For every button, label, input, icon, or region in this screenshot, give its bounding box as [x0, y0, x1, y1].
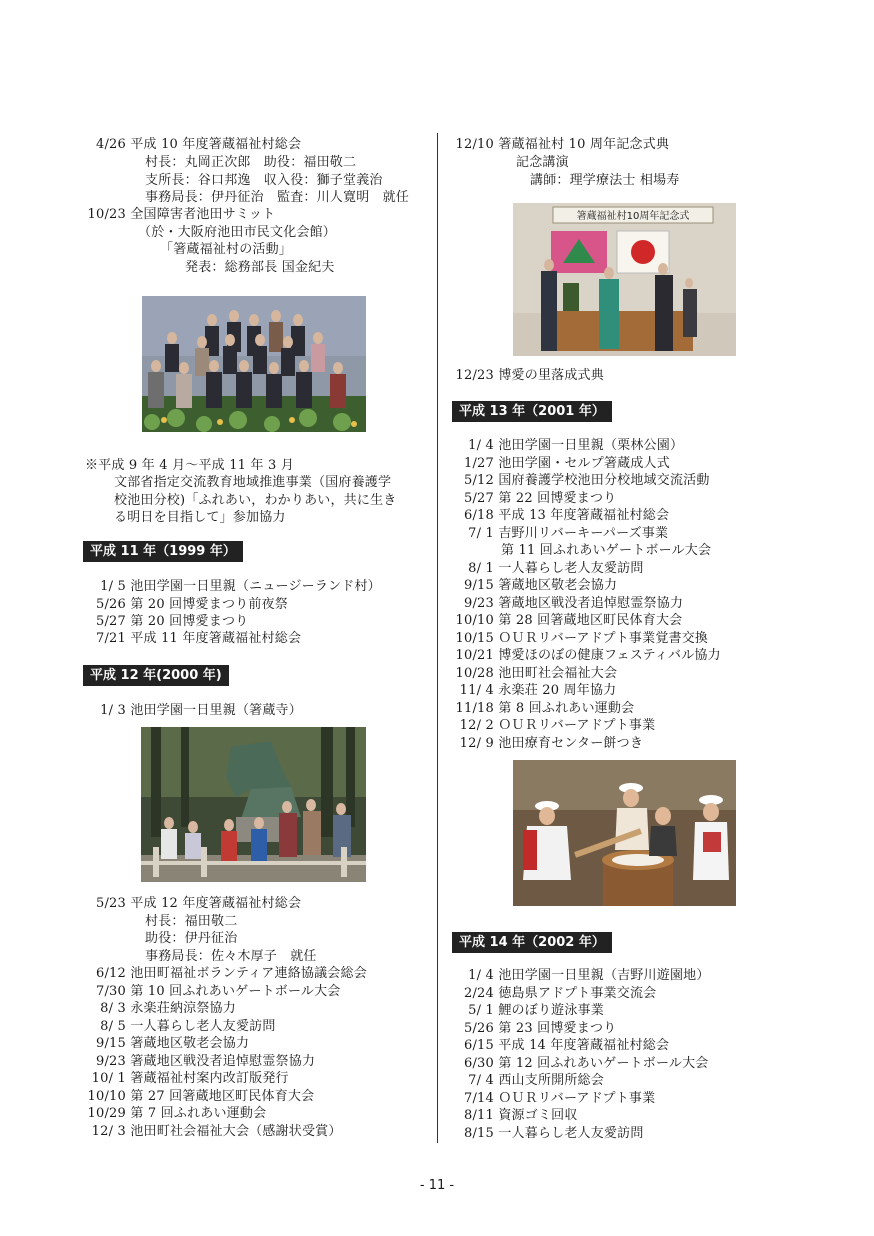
entry-text: ＯＵＲリバーアドプト事業 [498, 1091, 656, 1106]
entry-date: 5/23 [96, 896, 126, 911]
entry-text: 箸蔵福祉村案内改訂版発行 [130, 1071, 289, 1086]
entry-date: 7/ 1 [468, 526, 494, 541]
entry-date: 10/28 [455, 666, 494, 681]
entry-date: 12/ 3 [91, 1124, 126, 1139]
entry-text: 第 27 回箸蔵地区町民体育大会 [130, 1089, 315, 1104]
entry-date: 8/11 [464, 1108, 494, 1123]
entry-line [145, 913, 237, 931]
entry-text: 池田町社会福祉大会 [498, 666, 618, 681]
entry-text: 池田学園一日里親（ニュージーランド村） [130, 579, 381, 594]
entry-date: 11/18 [455, 701, 494, 716]
entry-date: 8/ 5 [100, 1019, 126, 1034]
note-line: ※平成 9 年 4 月〜平成 11 年 3 月 [85, 458, 295, 473]
group-photo-image [142, 296, 366, 432]
entry-line [85, 983, 341, 1001]
entry-text: 徳島県アドプト事業交流会 [498, 986, 657, 1001]
entry-line [453, 612, 682, 630]
entry-text: 池田学園一日里親（吉野川遊園地） [498, 968, 710, 983]
entry-text: 事務局長：伊丹征治 監査：川人寛明 就任 [145, 190, 410, 205]
entry-date: 8/ 3 [100, 1001, 126, 1016]
entry-line [453, 367, 604, 385]
entry-line [85, 1000, 236, 1018]
entry-text: 箸蔵地区戦没者追悼慰霊祭協力 [130, 1054, 316, 1069]
entry-line [85, 1035, 249, 1053]
entry-date: 12/23 [455, 368, 494, 383]
section-heading-h12: 平成 12 年(2000 年) [83, 665, 229, 686]
entry-line [85, 965, 367, 983]
entry-line [145, 154, 356, 172]
photo-banner: 箸蔵福祉村10周年記念式 [576, 211, 690, 222]
entry-text: 博愛の里落成式典 [498, 368, 604, 383]
entry-line [453, 665, 617, 683]
entry-text: 第 20 回博愛まつり [130, 614, 249, 629]
entry-line [85, 596, 288, 614]
entry-line [453, 455, 670, 473]
entry-date: 10/ 1 [91, 1071, 126, 1086]
entry-line [530, 172, 680, 190]
entry-line [85, 1105, 266, 1123]
entry-line [85, 1053, 315, 1071]
entry-text: 博愛ほのぼの健康フェスティバル協力 [498, 648, 721, 663]
entry-text: 第 23 回博愛まつり [498, 1021, 617, 1036]
entry-text: 池田学園一日里親（箸蔵寺） [130, 703, 302, 718]
entry-text: 池田療育センター餅つき [498, 736, 644, 751]
entry-text: 永楽荘 20 周年協力 [498, 683, 617, 698]
entry-line [85, 702, 302, 720]
entry-date: 4/26 [96, 137, 126, 152]
entry-line [453, 647, 721, 665]
entry-date: 7/30 [96, 984, 126, 999]
entry-text: 資源ゴミ回収 [498, 1108, 578, 1123]
entry-text: 永楽荘納涼祭協力 [130, 1001, 236, 1016]
entry-line [453, 967, 710, 985]
entry-text: 第 7 回ふれあい運動会 [130, 1106, 267, 1121]
entry-line [85, 1123, 342, 1141]
entry-text: 記念講演 [516, 155, 569, 170]
entry-date: 5/26 [464, 1021, 494, 1036]
entry-text: 支所長：谷口邦逸 収入役：獅子堂義治 [145, 173, 383, 188]
temple-photo-image [141, 727, 366, 882]
entry-text: 池田学園一日里親（栗林公園） [498, 438, 684, 453]
entry-date: 5/ 1 [468, 1003, 494, 1018]
entry-date: 9/23 [96, 1054, 126, 1069]
entry-text: 吉野川リバーキーパーズ事業 [498, 526, 669, 541]
entry-date: 6/18 [464, 508, 494, 523]
entry-line [85, 206, 275, 224]
entry-line [453, 136, 669, 154]
entry-line [453, 1037, 669, 1055]
entry-date: 5/12 [464, 473, 494, 488]
ceremony-photo [513, 203, 736, 356]
entry-line [85, 895, 301, 913]
entry-date: 1/ 3 [100, 703, 126, 718]
entry-line [145, 948, 317, 966]
entry-date: 12/10 [455, 137, 494, 152]
note-line: 文部省指定交流教育地域推進事業（国府養護学 [114, 475, 392, 490]
entry-date: 9/15 [96, 1036, 126, 1051]
entry-date: 10/23 [87, 207, 126, 222]
entry-text: 平成 12 年度箸蔵福祉村総会 [130, 896, 302, 911]
entry-date: 10/10 [455, 613, 494, 628]
entry-date: 5/26 [96, 597, 126, 612]
entry-text: （於・大阪府池田市民文化会館） [138, 225, 337, 240]
entry-date: 6/12 [96, 966, 126, 981]
entry-text: 国府養護学校池田分校地域交流活動 [498, 473, 710, 488]
entry-text: 池田町福祉ボランティア連絡協議会総会 [130, 966, 367, 981]
entry-line [453, 1125, 644, 1143]
entry-line [453, 985, 656, 1003]
entry-date: 1/ 5 [100, 579, 126, 594]
entry-text: 村長：丸岡正次郎 助役：福田敬二 [145, 155, 357, 170]
entry-text: 池田学園・セルプ箸蔵成人式 [498, 456, 670, 471]
entry-text: 西山支所開所総会 [498, 1073, 604, 1088]
entry-line [453, 1055, 709, 1073]
entry-date: 11/ 4 [459, 683, 494, 698]
entry-text: 一人暮らし老人友愛訪問 [498, 561, 644, 576]
section-heading-h13: 平成 13 年（2001 年） [452, 401, 612, 422]
entry-date: 5/27 [96, 614, 126, 629]
entry-text: 平成 11 年度箸蔵福祉村総会 [130, 631, 302, 646]
entry-text: 第 12 回ふれあいゲートボール大会 [498, 1056, 709, 1071]
entry-line [453, 1020, 616, 1038]
note-line: る明日を目指して」参加協力 [114, 510, 286, 525]
entry-line [501, 542, 711, 560]
entry-line [185, 259, 335, 277]
entry-line [453, 595, 683, 613]
entry-date: 12/ 9 [459, 736, 494, 751]
entry-date: 9/15 [464, 578, 494, 593]
entry-date: 10/21 [455, 648, 494, 663]
entry-line [92, 136, 301, 154]
entry-text: 第 28 回箸蔵地区町民体育大会 [498, 613, 683, 628]
entry-text: 一人暮らし老人友愛訪問 [498, 1126, 644, 1141]
entry-date: 1/ 4 [468, 438, 494, 453]
entry-text: 「箸蔵福祉村の活動」 [160, 242, 293, 257]
entry-text: 第 11 回ふれあいゲートボール大会 [501, 543, 712, 558]
page-number: - 11 - [419, 1178, 455, 1193]
entry-text: 第 22 回博愛まつり [498, 491, 617, 506]
entry-date: 6/15 [464, 1038, 494, 1053]
entry-line [453, 577, 617, 595]
entry-line [453, 1072, 604, 1090]
entry-date: 12/ 2 [459, 718, 494, 733]
entry-line [453, 682, 616, 700]
entry-line [85, 1088, 314, 1106]
entry-text: 発表：総務部長 国金紀夫 [185, 260, 335, 275]
entry-date: 1/27 [464, 456, 494, 471]
entry-text: 第 20 回博愛まつり前夜祭 [130, 597, 288, 612]
entry-text: 鯉のぼり遊泳事業 [498, 1003, 604, 1018]
entry-text: 一人暮らし老人友愛訪問 [130, 1019, 276, 1034]
entry-line [453, 630, 708, 648]
entry-text: 箸蔵地区敬老会協力 [130, 1036, 250, 1051]
entry-text: 事務局長：佐々木厚子 就任 [145, 949, 317, 964]
section-heading-h14: 平成 14 年（2002 年） [452, 932, 612, 953]
entry-date: 2/24 [464, 986, 494, 1001]
entry-line [453, 1107, 578, 1125]
entry-text: 箸蔵福祉村 10 周年記念式典 [498, 137, 670, 152]
entry-date: 8/ 1 [468, 561, 494, 576]
entry-line [145, 189, 409, 207]
entry-line [453, 490, 616, 508]
entry-line [85, 630, 301, 648]
group-photo [142, 296, 366, 432]
mochi-photo-image [513, 760, 736, 906]
entry-line [85, 578, 381, 596]
entry-date: 5/27 [464, 491, 494, 506]
entry-date: 7/ 4 [468, 1073, 494, 1088]
note-line: 校池田分校)「ふれあい，わかりあい，共に生き [114, 493, 397, 508]
entry-text: 村長：福田敬二 [145, 914, 238, 929]
entry-text: 箸蔵地区敬老会協力 [498, 578, 618, 593]
entry-line [160, 241, 292, 259]
entry-text: 平成 14 年度箸蔵福祉村総会 [498, 1038, 670, 1053]
entry-text: 平成 10 年度箸蔵福祉村総会 [130, 137, 302, 152]
entry-line [453, 437, 683, 455]
entry-text: 第 8 回ふれあい運動会 [498, 701, 635, 716]
temple-photo [141, 727, 366, 882]
entry-line [453, 507, 669, 525]
entry-line [453, 700, 634, 718]
entry-line [453, 472, 710, 490]
entry-text: 平成 13 年度箸蔵福祉村総会 [498, 508, 670, 523]
entry-text: 助役：伊丹征治 [145, 931, 238, 946]
entry-line [453, 717, 655, 735]
section-heading-h11: 平成 11 年（1999 年） [83, 541, 243, 562]
entry-date: 7/14 [464, 1091, 494, 1106]
ceremony-photo-image [513, 203, 736, 356]
entry-date: 9/23 [464, 596, 494, 611]
entry-line [453, 1002, 604, 1020]
entry-line [453, 525, 668, 543]
entry-text: 箸蔵地区戦没者追悼慰霊祭協力 [498, 596, 684, 611]
entry-text: 全国障害者池田サミット [130, 207, 276, 222]
mochi-photo [513, 760, 736, 906]
entry-line [145, 930, 237, 948]
entry-date: 6/30 [464, 1056, 494, 1071]
entry-text: 講師：理学療法士 相場寿 [530, 173, 680, 188]
entry-line [85, 1018, 276, 1036]
entry-line [516, 154, 569, 172]
entry-line [145, 172, 383, 190]
entry-date: 10/10 [87, 1089, 126, 1104]
entry-line [453, 1090, 655, 1108]
entry-date: 7/21 [96, 631, 126, 646]
entry-line [453, 735, 643, 753]
entry-date: 10/29 [87, 1106, 126, 1121]
entry-line [85, 613, 248, 631]
entry-date: 1/ 4 [468, 968, 494, 983]
column-divider [437, 133, 438, 1143]
entry-line [453, 560, 644, 578]
entry-date: 8/15 [464, 1126, 494, 1141]
entry-date: 10/15 [455, 631, 494, 646]
entry-text: ＯＵＲリバーアドプト事業覚書交換 [498, 631, 709, 646]
entry-text: 池田町社会福祉大会（感謝状受賞） [130, 1124, 342, 1139]
entry-text: 第 10 回ふれあいゲートボール大会 [130, 984, 341, 999]
entry-line [138, 224, 336, 242]
entry-text: ＯＵＲリバーアドプト事業 [498, 718, 656, 733]
entry-line [85, 1070, 289, 1088]
